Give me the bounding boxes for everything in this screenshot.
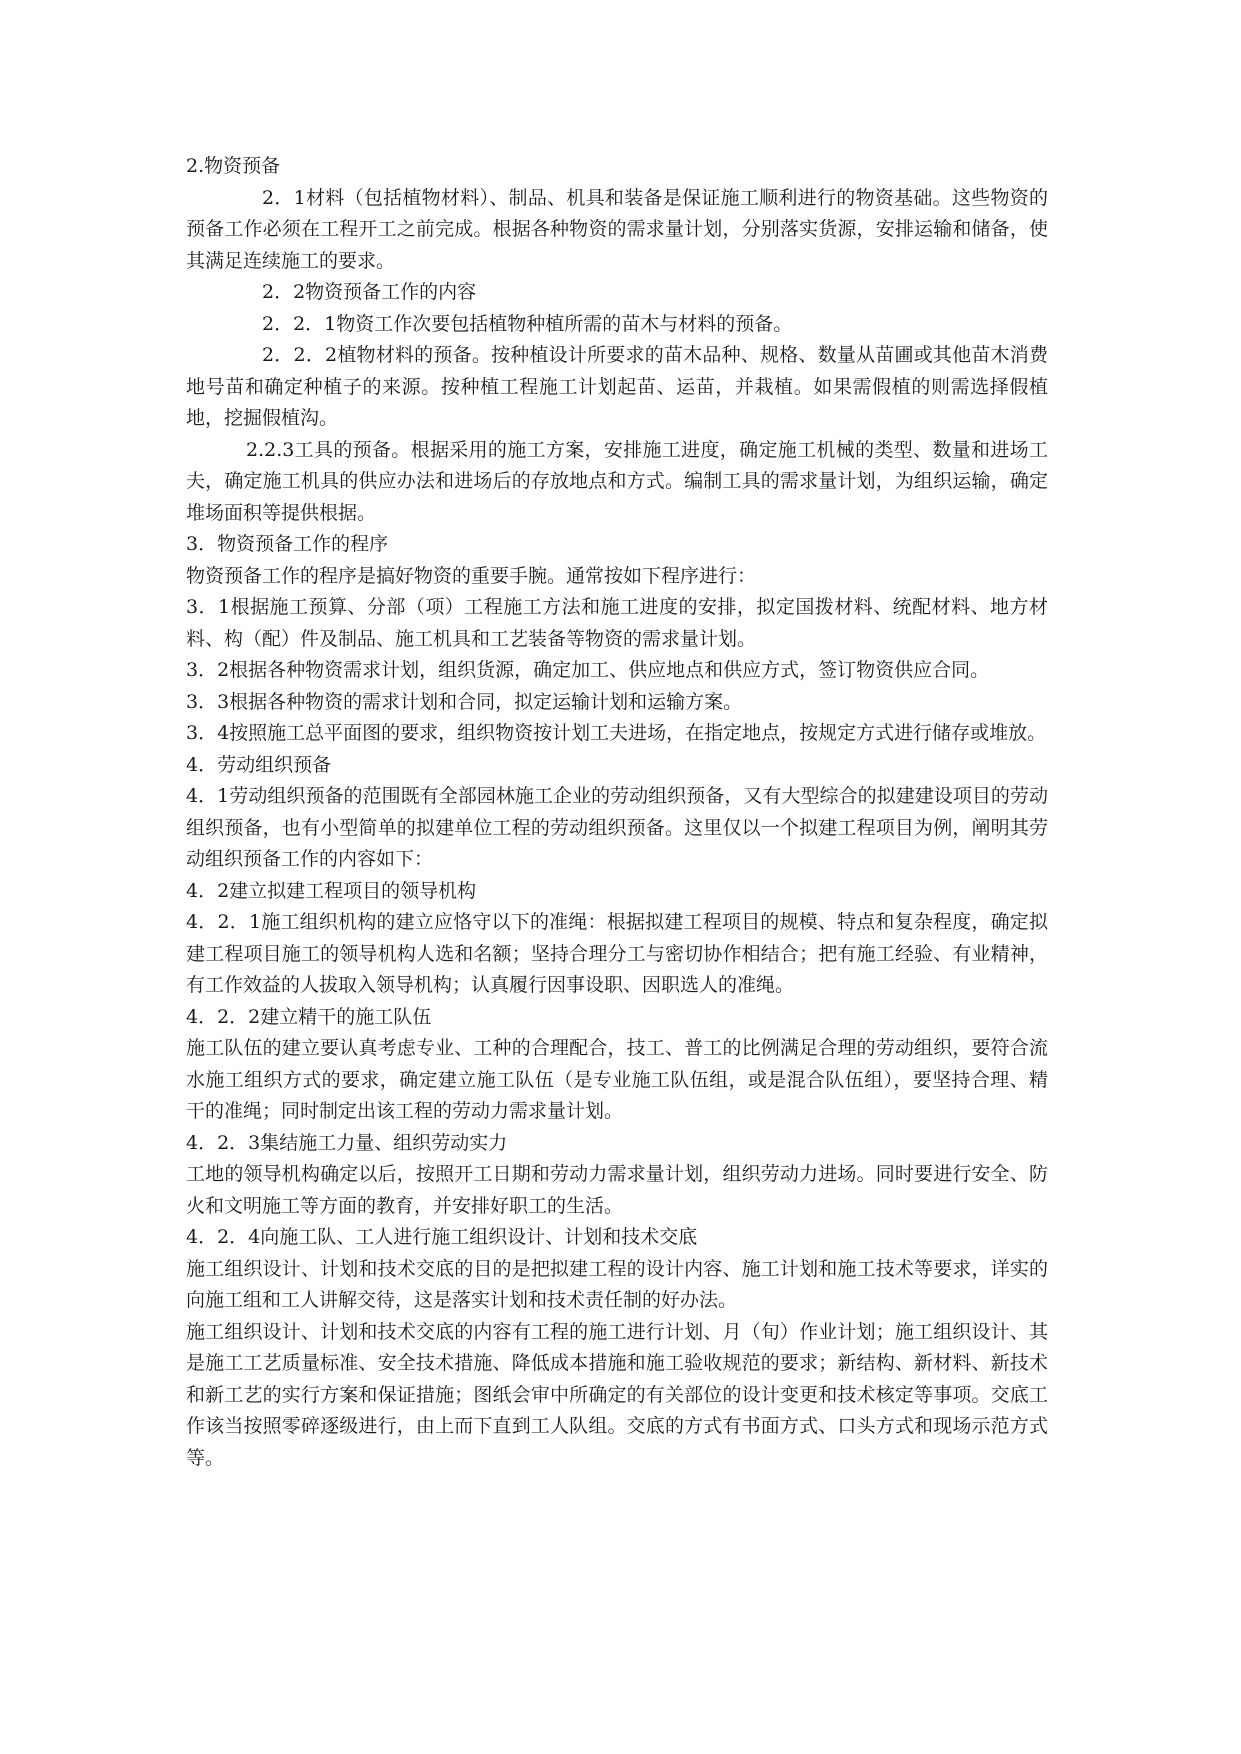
paragraph: 3．1根据施工预算、分部（项）工程施工方法和施工进度的安排，拟定国拨材料、统配材料、地方材料、构（配）件及制品、施工机具和工艺装备等物资的需求量计划。 bbox=[186, 596, 1048, 650]
paragraph: 3．3根据各种物资的需求计划和合同，拟定运输计划和运输方案。 bbox=[186, 690, 743, 713]
paragraph: 施工组织设计、计划和技术交底的内容有工程的施工进行计划、月（旬）作业计划；施工组织设计、其是施工工艺质量标准、安全技术措施、降低成本措施和施工验收规范的要求；新结构、新材料、新技术和新工艺的实行方案和保证措施；图纸会审中所确定的有关部位的设计变更和技术核定等事项。交底工作该当按照零碎逐级进行，由上而下直到工人队组。交底的方式有书面方式、口头方式和现场示范方式等。 bbox=[186, 1320, 1048, 1469]
subsection-heading: 2．2物资预备工作的内容 bbox=[262, 281, 477, 303]
paragraph: 物资预备工作的程序是搞好物资的重要手腕。通常按如下程序进行： bbox=[186, 564, 757, 587]
subsection-heading: 4．2建立拟建工程项目的领导机构 bbox=[186, 879, 477, 902]
paragraph: 3．2根据各种物资需求计划，组织货源，确定加工、供应地点和供应方式，签订物资供应合同。 bbox=[186, 659, 990, 681]
paragraph: 施工队伍的建立要认真考虑专业、工种的合理配合，技工、普工的比例满足合理的劳动组织，要符合流水施工组织方式的要求，确定建立施工队伍（是专业施工队伍组，或是混合队伍组），要坚持合理、精干的准绳；同时制定出该工程的劳动力需求量计划。 bbox=[186, 1037, 1048, 1122]
section-heading: 3．物资预备工作的程序 bbox=[186, 533, 389, 555]
subsection-heading: 4．2．2建立精干的施工队伍 bbox=[186, 1005, 432, 1028]
paragraph: 工地的领导机构确定以后，按照开工日期和劳动力需求量计划，组织劳动力进场。同时要进行安全、防火和文明施工等方面的教育，并安排好职工的生活。 bbox=[186, 1163, 1048, 1217]
paragraph: 2．1材料（包括植物材料）、制品、机具和装备是保证施工顺利进行的物资基础。这些物资的预备工作必须在工程开工之前完成。根据各种物资的需求量计划，分别落实货源，安排运输和储备，使其满足连续施工的要求。 bbox=[186, 186, 1048, 272]
subsection-heading: 4．2．3集结施工力量、组织劳动实力 bbox=[186, 1131, 508, 1154]
document-body bbox=[186, 151, 1048, 1474]
paragraph: 4．1劳动组织预备的范围既有全部园林施工企业的劳动组织预备，又有大型综合的拟建建设项目的劳动组织预备，也有小型简单的拟建单位工程的劳动组织预备。这里仅以一个拟建工程项目为例，阐明其劳动组织预备工作的内容如下： bbox=[186, 785, 1048, 870]
paragraph: 施工组织设计、计划和技术交底的目的是把拟建工程的设计内容、施工计划和施工技术等要求，详实的向施工组和工人讲解交待，这是落实计划和技术责任制的好办法。 bbox=[186, 1257, 1048, 1311]
paragraph: 2.2.3工具的预备。根据采用的施工方案，安排施工进度，确定施工机械的类型、数量和进场工夫，确定施工机具的供应办法和进场后的存放地点和方式。编制工具的需求量计划，为组织运输，确定堆场面积等提供根据。 bbox=[186, 438, 1048, 524]
subsection-heading: 4．2．4向施工队、工人进行施工组织设计、计划和技术交底 bbox=[186, 1226, 698, 1248]
paragraph: 2．2．1物资工作次要包括植物种植所需的苗木与材料的预备。 bbox=[262, 312, 793, 335]
paragraph: 3．4按照施工总平面图的要求，组织物资按计划工夫进场，在指定地点，按规定方式进行储存或堆放。 bbox=[186, 722, 1047, 744]
paragraph: 2．2．2植物材料的预备。按种植设计所要求的苗木品种、规格、数量从苗圃或其他苗木消费地号苗和确定种植子的来源。按种植工程施工计划起苗、运苗，并栽植。如果需假植的则需选择假植地，挖掘假植沟。 bbox=[186, 344, 1048, 429]
section-heading: 2.物资预备 bbox=[186, 155, 281, 177]
paragraph: 4．2．1施工组织机构的建立应恪守以下的准绳：根据拟建工程项目的规模、特点和复杂程度，确定拟建工程项目施工的领导机构人选和名额；坚持合理分工与密切协作相结合；把有施工经验、有业精神，有工作效益的人拔取入领导机构；认真履行因事设职、因职选人的准绳。 bbox=[186, 911, 1048, 996]
section-heading: 4．劳动组织预备 bbox=[186, 753, 332, 776]
